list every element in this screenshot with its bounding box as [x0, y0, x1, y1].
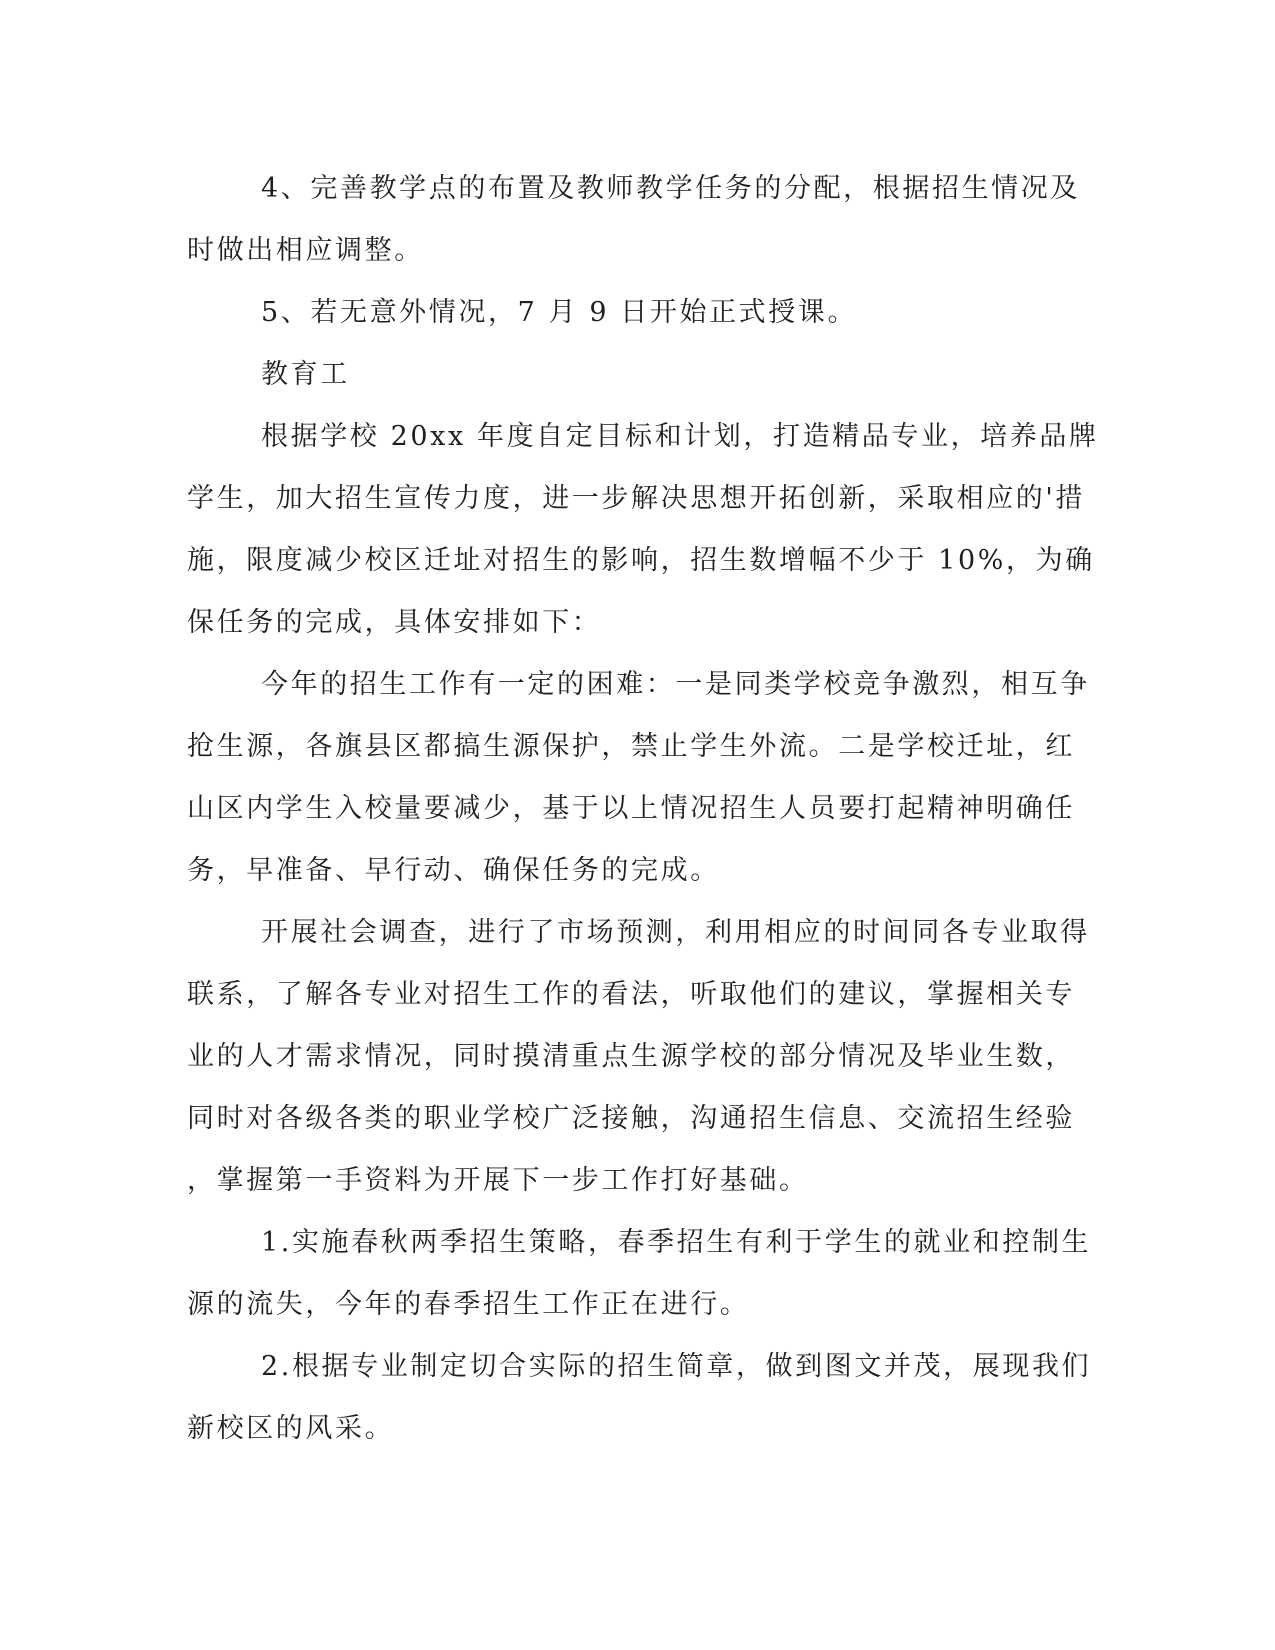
text-line: ，掌握第一手资料为开展下一步工作打好基础。 — [187, 1165, 809, 1196]
paragraph-item-1 — [187, 1212, 1092, 1336]
paragraph-survey — [187, 902, 1090, 1212]
text-line: 根据学校 20xx 年度自定目标和计划，打造精品专业，培养品牌 — [261, 421, 1099, 452]
text-line: 施，限度减少校区迁址对招生的影响，招生数增幅不少于 10%，为确 — [187, 545, 1095, 576]
text-line: 教育工 — [261, 359, 350, 390]
text-line: 1.实施春秋两季招生策略，春季招生有利于学生的就业和控制生 — [261, 1227, 1092, 1258]
paragraph-difficulties — [187, 654, 1090, 902]
text-line: 5、若无意外情况，7 月 9 日开始正式授课。 — [261, 297, 858, 328]
text-line: 同时对各级各类的职业学校广泛接触，沟通招生信息、交流招生经验 — [187, 1103, 1075, 1134]
text-line: 开展社会调查，进行了市场预测，利用相应的时间同各专业取得 — [261, 917, 1090, 948]
text-line: 新校区的风采。 — [187, 1413, 395, 1444]
text-line: 山区内学生入校量要减少，基于以上情况招生人员要打起精神明确任 — [187, 793, 1075, 824]
text-line: 抢生源，各旗县区都搞生源保护，禁止学生外流。二是学校迁址，红 — [187, 731, 1075, 762]
text-line: 学生，加大招生宣传力度，进一步解决思想开拓创新，采取相应的'措 — [187, 483, 1086, 514]
text-line: 2.根据专业制定切合实际的招生简章，做到图文并茂，展现我们 — [261, 1351, 1092, 1382]
section-heading — [187, 344, 1087, 406]
text-line: 务，早准备、早行动、确保任务的完成。 — [187, 855, 720, 886]
paragraph-4 — [187, 158, 1087, 282]
text-line: 今年的招生工作有一定的困难：一是同类学校竞争激烈，相互争 — [261, 669, 1090, 700]
text-line: 源的流失，今年的春季招生工作正在进行。 — [187, 1289, 750, 1320]
document-body — [187, 158, 1099, 1460]
paragraph-goals — [187, 406, 1099, 654]
text-line: 时做出相应调整。 — [187, 235, 424, 266]
text-line: 保任务的完成，具体安排如下： — [187, 607, 602, 638]
text-line: 业的人才需求情况，同时摸清重点生源学校的部分情况及毕业生数， — [187, 1041, 1075, 1072]
text-line: 联系，了解各专业对招生工作的看法，听取他们的建议，掌握相关专 — [187, 979, 1075, 1010]
text-line: 4、完善教学点的布置及教师教学任务的分配，根据招生情况及 — [261, 173, 1080, 204]
paragraph-5 — [187, 282, 1087, 344]
paragraph-item-2 — [187, 1336, 1092, 1460]
